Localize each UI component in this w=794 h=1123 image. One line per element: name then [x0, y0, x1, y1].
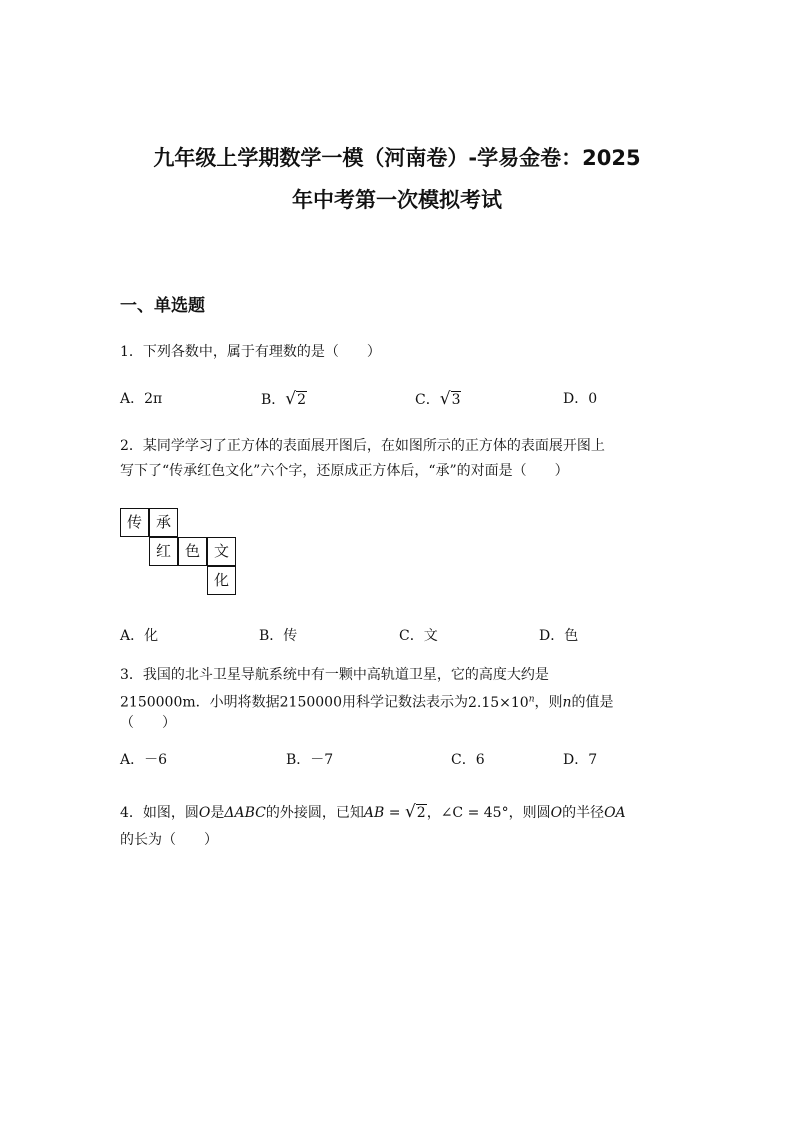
triangle-abc: ΔABC — [224, 805, 266, 821]
equals-sign: = — [384, 805, 405, 821]
question-3-stem-line1: 3．我国的北斗卫星导航系统中有一颗中高轨道卫星，它的高度大约是 — [120, 667, 549, 683]
stem-text: 的外接圆，已知 — [265, 805, 364, 821]
stem-text: 是 — [210, 805, 225, 821]
question-1-option-d — [563, 388, 597, 410]
option-d-label: D． — [563, 391, 589, 407]
question-2-option-b: B．传 — [259, 628, 298, 644]
stem-text-b: ，则 — [534, 694, 563, 711]
angle-c: ∠C = 45° — [440, 805, 509, 821]
net-cell-2: 承 — [149, 508, 178, 537]
option-b-label: B． — [261, 392, 286, 408]
option-a-value: 2π — [144, 391, 163, 407]
stem-text: 的半径 — [562, 805, 605, 821]
radius-oa: OA — [604, 805, 626, 821]
variable-n: n — [562, 694, 572, 711]
circle-o: O — [550, 805, 563, 821]
question-1-option-a — [120, 388, 162, 410]
option-a-label: A． — [120, 391, 145, 407]
question-3-option-a: A．－6 — [120, 752, 168, 768]
sqrt-3: √3 — [439, 389, 461, 409]
net-cell-1: 传 — [120, 508, 149, 537]
stem-text: 2150000m．小明将数据2150000用科学记数法表示为 — [120, 694, 468, 711]
sqrt-2: √2 — [285, 389, 307, 409]
document-title-line1: 九年级上学期数学一模（河南卷）-学易金卷：2025 — [153, 146, 641, 170]
question-4-stem-line2: 的长为（ ） — [120, 832, 218, 848]
stem-text: ，则圆 — [508, 805, 551, 821]
sci-base: 2.15×10 — [467, 694, 529, 711]
question-1-option-b — [261, 388, 307, 411]
question-4-stem-line1 — [120, 800, 626, 825]
question-3-stem-line2 — [120, 687, 614, 715]
radicand: 2 — [416, 805, 426, 821]
question-1-option-c — [415, 388, 461, 411]
radicand: 2 — [297, 392, 307, 408]
question-2-option-d: D．色 — [539, 628, 579, 644]
section-heading: 一、单选题 — [120, 296, 205, 316]
stem-text: 4．如图，圆 — [120, 805, 199, 821]
net-cell-6: 化 — [207, 566, 236, 595]
net-cell-5: 文 — [207, 537, 236, 566]
option-d-value: 0 — [588, 391, 598, 407]
stem-text: ， — [426, 805, 441, 821]
net-cell-3: 红 — [149, 537, 178, 566]
question-3-stem-line3: （ ） — [120, 715, 176, 731]
radicand: 3 — [451, 392, 461, 408]
question-3-option-c: C．6 — [451, 752, 485, 768]
question-1-stem: 1．下列各数中，属于有理数的是（ ） — [120, 344, 381, 360]
stem-text-c: 的值是 — [571, 694, 614, 711]
net-cell-4: 色 — [178, 537, 207, 566]
scientific-notation — [468, 695, 535, 711]
question-2-option-c: C．文 — [399, 628, 438, 644]
document-title-line2: 年中考第一次模拟考试 — [292, 188, 502, 212]
segment-ab: AB — [363, 805, 385, 821]
question-2-stem-line1: 2．某同学学习了正方体的表面展开图后，在如图所示的正方体的表面展开图上 — [120, 438, 605, 454]
option-c-label: C． — [415, 392, 440, 408]
circle-o: O — [198, 805, 211, 821]
question-2-option-a: A．化 — [120, 628, 159, 644]
question-3-option-b: B．－7 — [286, 752, 334, 768]
sqrt-2: √2 — [404, 802, 426, 822]
sci-exponent: n — [528, 694, 535, 704]
question-2-stem-line2: 写下了“传承红色文化”六个字，还原成正方体后，“承”的对面是（ ） — [120, 463, 569, 479]
question-3-option-d: D．7 — [563, 752, 598, 768]
